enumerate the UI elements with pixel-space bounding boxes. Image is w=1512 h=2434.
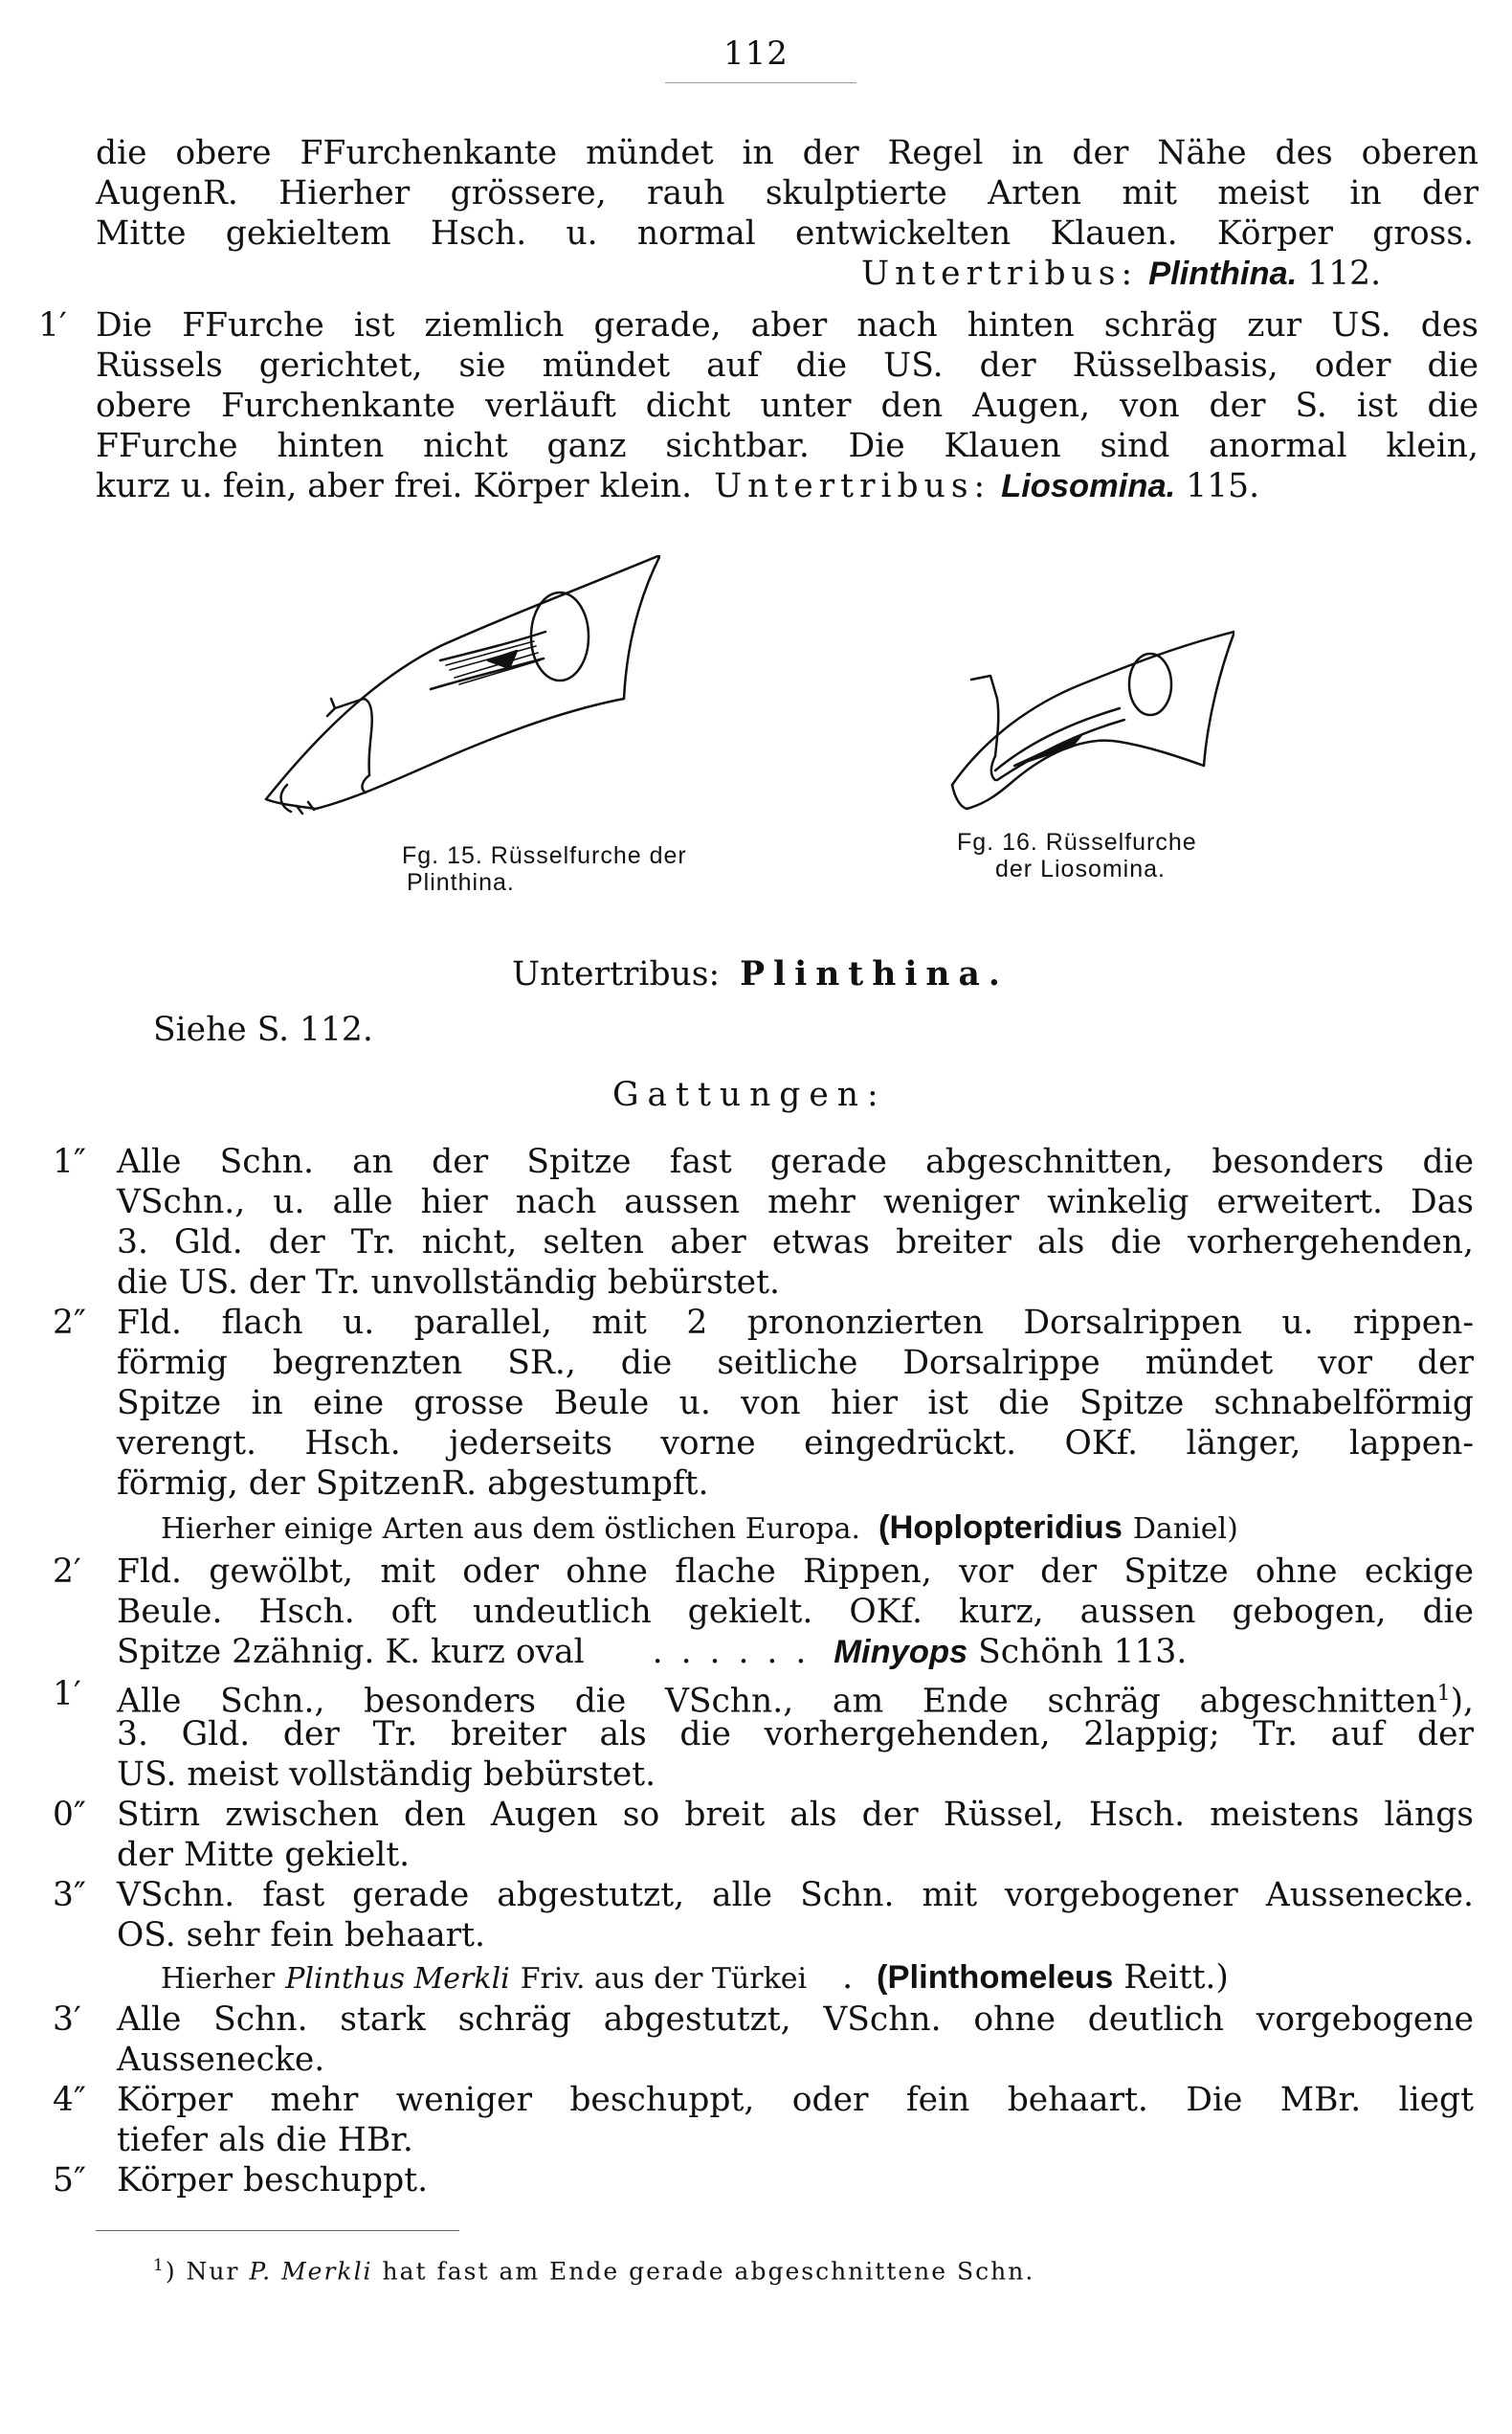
figure-15-drawing bbox=[258, 555, 660, 833]
key-line bbox=[117, 1675, 1474, 1721]
key-text-end: ), bbox=[1450, 1682, 1474, 1721]
section-heading bbox=[512, 955, 1009, 994]
entry-line: Rüssels gerichtet, sie mündet auf die US. der Rüsselbasis, oder die bbox=[96, 346, 1479, 385]
key-marker: 0″ bbox=[53, 1796, 86, 1834]
figure-16-caption-line-1: Fg. 16. Rüsselfurche bbox=[957, 829, 1197, 856]
key-line bbox=[117, 1633, 1187, 1671]
key-line: VSchn., u. alle hier nach aussen mehr weniger winkelig erweitert. Das bbox=[117, 1183, 1474, 1221]
key-note-text: Friv. aus der Türkei bbox=[520, 1962, 808, 1996]
intro-line-3: Mitte gekieltem Hsch. u. normal entwickelten Klauen. Körper gross. bbox=[96, 214, 1474, 253]
genus-name: Minyops bbox=[834, 1634, 968, 1670]
footnote-text: hat fast am Ende gerade abgeschnittene Schn. bbox=[382, 2257, 1035, 2286]
key-line: Aussenecke. bbox=[117, 2041, 325, 2079]
key-line: Alle Schn. stark schräg abgestutzt, VSchn. ohne deutlich vorgebogene bbox=[117, 2000, 1474, 2039]
entry-line bbox=[96, 467, 1259, 505]
section-taxon-name: Plinthina. bbox=[740, 955, 1009, 994]
key-text: Alle Schn., besonders die VSchn., am Ende schräg abgeschnitten bbox=[117, 1682, 1437, 1721]
key-line: Fld. gewölbt, mit oder ohne flache Rippen, vor der Spitze ohne eckige bbox=[117, 1552, 1474, 1591]
leader-dots: . . . . . . bbox=[652, 1633, 811, 1671]
taxon-name: Liosomina. bbox=[1001, 468, 1176, 504]
untertribus-label: Untertribus: bbox=[714, 467, 991, 505]
key-note-text: Hierher einige Arten aus dem östlichen Europa. bbox=[161, 1512, 861, 1546]
key-note-text: Hierher bbox=[161, 1962, 276, 1996]
author-name: Reitt.) bbox=[1123, 1958, 1229, 1997]
entry-line: FFurche hinten nicht ganz sichtbar. Die Klauen sind anormal klein, bbox=[96, 427, 1479, 465]
figure-16-caption-line-2: der Liosomina. bbox=[995, 856, 1166, 882]
key-line: Stirn zwischen den Augen so breit als der Rüssel, Hsch. meistens längs bbox=[117, 1796, 1474, 1834]
key-line: 3. Gld. der Tr. nicht, selten aber etwas breiter als die vorhergehenden, bbox=[117, 1223, 1474, 1262]
entry-marker: 1′ bbox=[38, 306, 67, 345]
footnote-text: ) Nur bbox=[165, 2257, 240, 2286]
key-line: Körper mehr weniger beschuppt, oder fein behaart. Die MBr. liegt bbox=[117, 2081, 1474, 2119]
key-marker: 1″ bbox=[53, 1143, 86, 1181]
key-line: die US. der Tr. unvollständig bebürstet. bbox=[117, 1263, 780, 1302]
author-name: Daniel) bbox=[1132, 1512, 1238, 1546]
footnote-number: 1 bbox=[153, 2256, 166, 2275]
genus-name: (Plinthomeleus bbox=[877, 1959, 1114, 1996]
key-line: Alle Schn. an der Spitze fast gerade abgeschnitten, besonders die bbox=[117, 1143, 1474, 1181]
page-number: 112 bbox=[723, 34, 789, 73]
key-marker: 1′ bbox=[53, 1675, 81, 1713]
footnote-rule bbox=[96, 2230, 459, 2231]
separator-dot: . bbox=[842, 1958, 854, 1997]
key-note-line bbox=[161, 1508, 1238, 1549]
untertribus-label: Untertribus: bbox=[512, 955, 721, 994]
figure-16-drawing bbox=[947, 613, 1234, 814]
key-line: der Mitte gekielt. bbox=[117, 1836, 411, 1874]
key-line: Spitze in eine grosse Beule u. von hier ist die Spitze schnabelförmig bbox=[117, 1384, 1474, 1422]
species-name: P. Merkli bbox=[249, 2257, 373, 2286]
entry-line: Die FFurche ist ziemlich gerade, aber nach hinten schräg zur US. des bbox=[96, 306, 1479, 345]
page-reference: 115. bbox=[1186, 467, 1260, 505]
key-marker: 5″ bbox=[53, 2161, 86, 2200]
key-line: Beule. Hsch. oft undeutlich gekielt. OKf. kurz, aussen gebogen, die bbox=[117, 1593, 1474, 1631]
footnote bbox=[153, 2251, 1034, 2286]
key-line: US. meist vollständig bebürstet. bbox=[117, 1755, 656, 1794]
untertribus-label: Untertribus: bbox=[861, 255, 1139, 293]
intro-line-2: AugenR. Hierher grössere, rauh skulptierte Arten mit meist in der bbox=[96, 174, 1479, 212]
key-text: Spitze 2zähnig. K. kurz oval bbox=[117, 1633, 585, 1671]
key-line: 3. Gld. der Tr. breiter als die vorhergehenden, 2lappig; Tr. auf der bbox=[117, 1715, 1474, 1753]
key-line: OS. sehr fein behaart. bbox=[117, 1916, 486, 1954]
entry-line: obere Furchenkante verläuft dicht unter den Augen, von der S. ist die bbox=[96, 387, 1479, 425]
author-name: Schönh 113. bbox=[978, 1633, 1188, 1671]
footnote-ref: 1 bbox=[1436, 1682, 1451, 1706]
intro-line-1: die obere FFurchenkante mündet in der Regel in der Nähe des oberen bbox=[96, 134, 1479, 172]
key-note-line bbox=[161, 1958, 1229, 1999]
figure-15-caption-line-1: Fg. 15. Rüsselfurche der bbox=[402, 842, 687, 869]
key-marker: 2″ bbox=[53, 1304, 86, 1342]
key-marker: 3′ bbox=[53, 2000, 81, 2039]
see-page-reference: Siehe S. 112. bbox=[153, 1011, 373, 1049]
key-marker: 4″ bbox=[53, 2081, 86, 2119]
key-marker: 2′ bbox=[53, 1552, 81, 1591]
figure-15-caption-line-2: Plinthina. bbox=[407, 869, 515, 896]
entry-text: kurz u. fein, aber frei. Körper klein. bbox=[96, 467, 693, 505]
key-line: förmig, der SpitzenR. abgestumpft. bbox=[117, 1464, 709, 1503]
species-name: Plinthus Merkli bbox=[285, 1962, 510, 1996]
key-line: Fld. flach u. parallel, mit 2 prononzierten Dorsalrippen u. rippen- bbox=[117, 1304, 1474, 1342]
genus-name: (Hoplopteridius bbox=[878, 1509, 1123, 1546]
key-line: VSchn. fast gerade abgestutzt, alle Schn. mit vorgebogener Aussenecke. bbox=[117, 1876, 1474, 1914]
key-marker: 3″ bbox=[53, 1876, 86, 1914]
page-reference: 112. bbox=[1307, 255, 1382, 293]
key-line: verengt. Hsch. jederseits vorne eingedrückt. OKf. länger, lappen- bbox=[117, 1424, 1474, 1463]
key-line: förmig begrenzten SR., die seitliche Dorsalrippe mündet vor der bbox=[117, 1344, 1474, 1382]
key-line: tiefer als die HBr. bbox=[117, 2121, 413, 2159]
header-rule bbox=[665, 82, 856, 83]
taxon-name: Plinthina. bbox=[1148, 256, 1298, 292]
intro-line-4 bbox=[861, 255, 1381, 293]
key-line: Körper beschuppt. bbox=[117, 2161, 429, 2200]
genera-heading: Gattungen: bbox=[612, 1076, 887, 1114]
